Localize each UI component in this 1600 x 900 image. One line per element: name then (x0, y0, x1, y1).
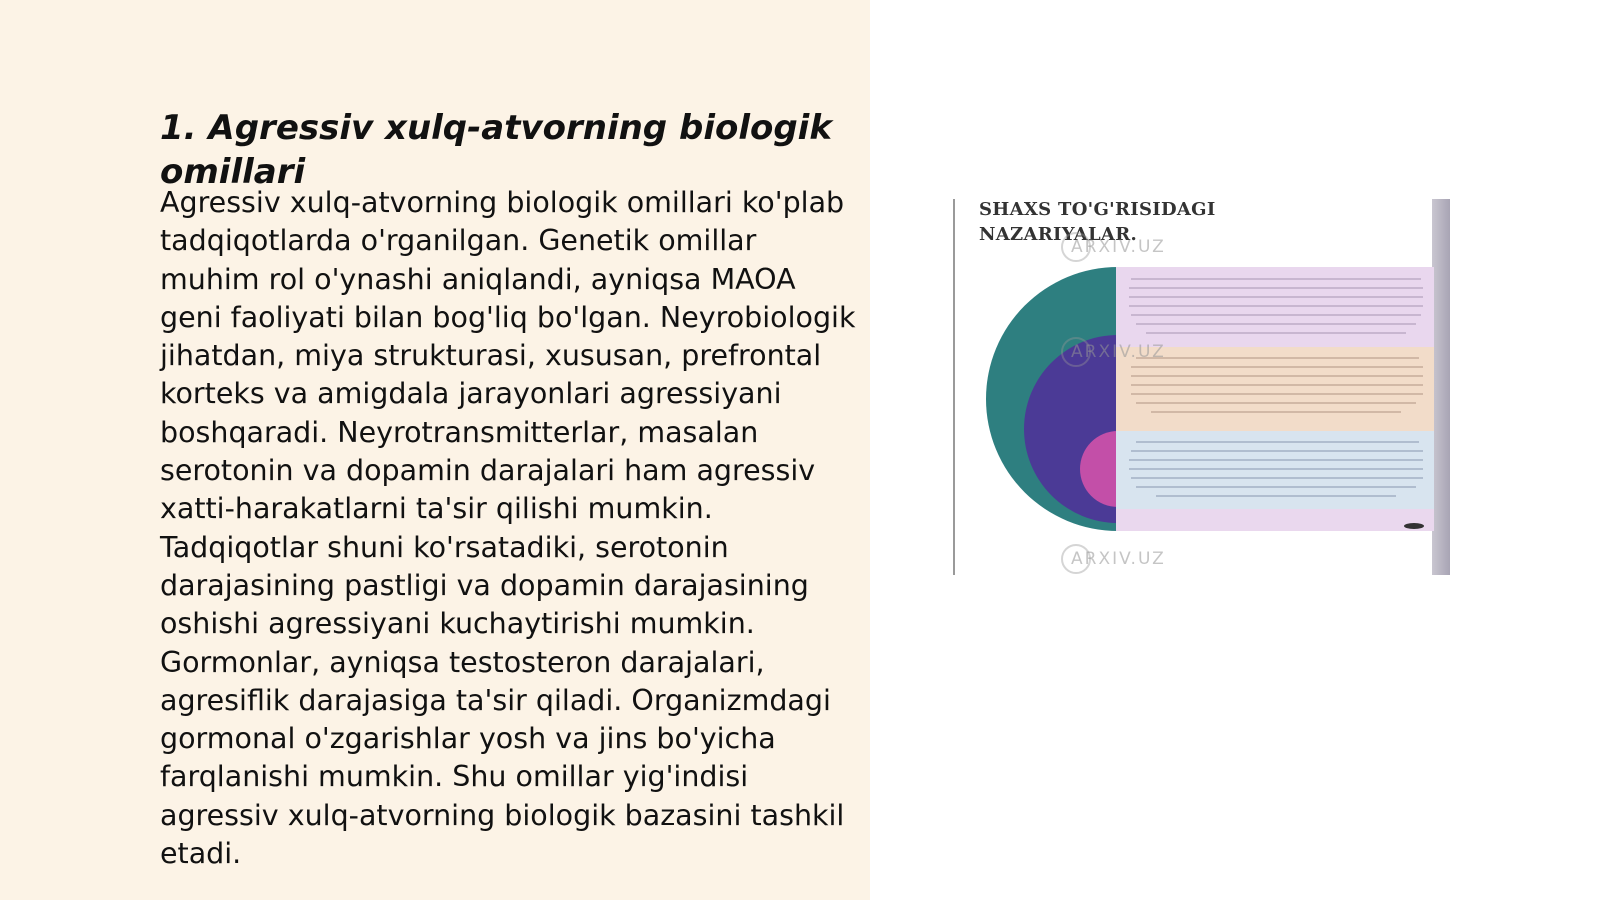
watermark-bottom: ARXIV.UZ (1061, 544, 1166, 574)
figure-title: SHAXS TO'G'RISIDAGI NAZARIYALAR. (979, 199, 1216, 245)
dark-dot (1404, 523, 1424, 529)
figure-left-border (953, 199, 955, 575)
theories-figure (953, 199, 1450, 575)
band-base (1116, 509, 1434, 531)
band-bottom (1116, 431, 1434, 509)
slide-title: 1. Agressiv xulq-atvorning biologik omillari (160, 108, 832, 192)
concentric-circles-diagram (971, 264, 1441, 534)
slide-body-text: Agressiv xulq-atvorning biologik omillari ko'plab tadqiqotlarda o'rganilgan. Genetik omillar muhim rol o'ynashi aniqlandi, ayniqsa MAOA geni faoliyati bilan bog'liq bo'lgan. Neyrobiologik jihatdan, miya strukturasi, xususan, prefrontal korteks va amigdala jarayonlari agressiyani boshqaradi. Neyrotransmitterlar, masalan serotonin va dopamin darajalari ham agressiv xatti-harakatlarni ta'sir qilishi mumkin. Tadqiqotlar shuni ko'rsatadiki, serotonin darajasining pastligi va dopamin darajasining oshishi agressiyani kuchaytirishi mumkin. Gormonlar, ayniqsa testosteron darajalari, agresiflik darajasiga ta'sir qiladi. Organizmdagi gormonal o'zgarishlar yosh va jins bo'yicha farqlanishi mumkin. Shu omillar yig'indisi agressiv xulq-atvorning biologik bazasini tashkil etadi. (160, 186, 856, 871)
watermark-top: ARXIV.UZ (1061, 232, 1166, 262)
watermark-middle: ARXIV.UZ (1061, 337, 1166, 367)
